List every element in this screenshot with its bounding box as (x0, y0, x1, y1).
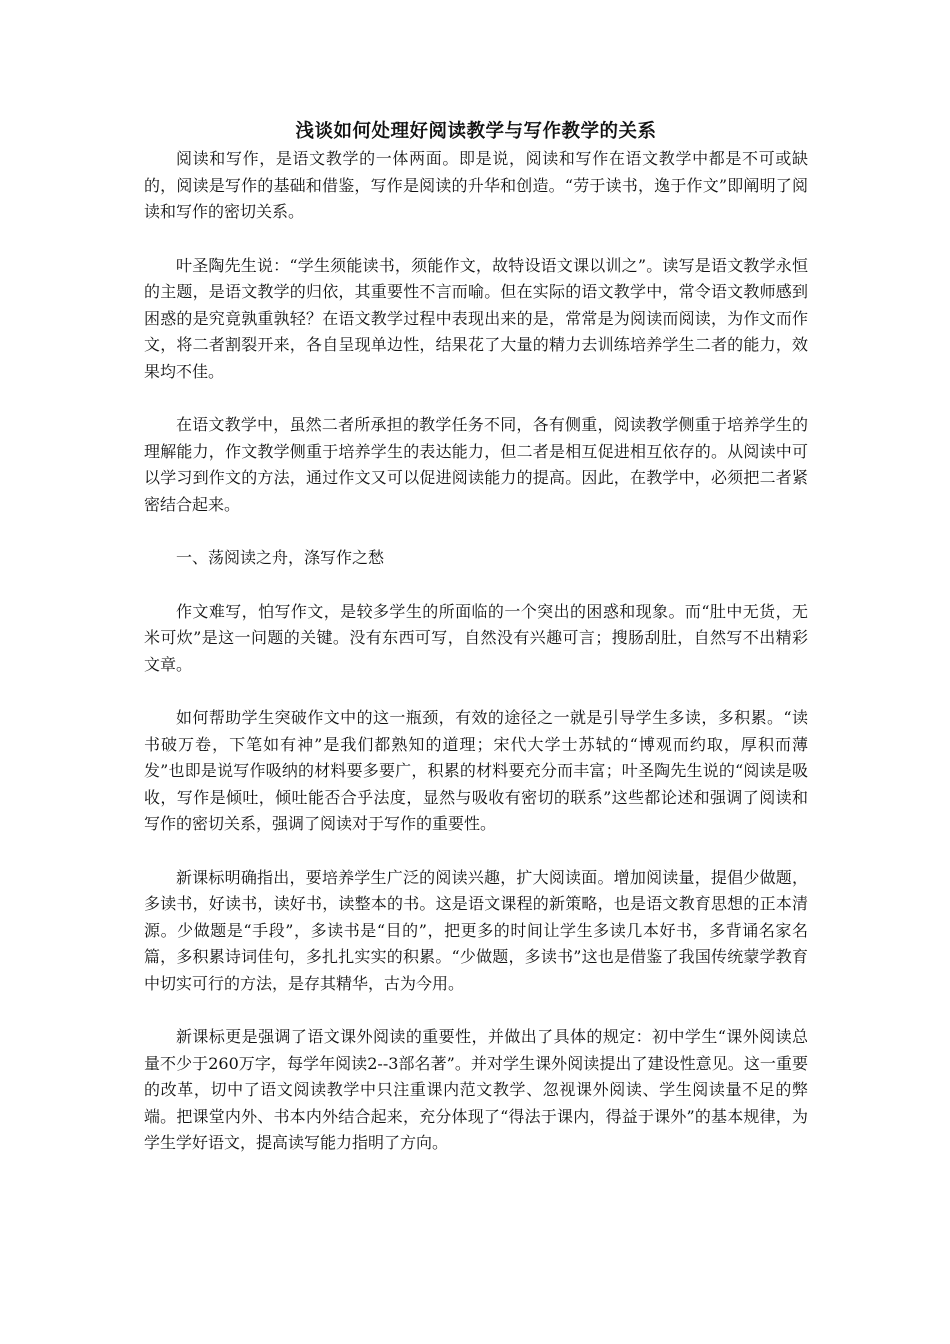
paragraph-gap (144, 997, 808, 1024)
paragraph-writing-difficulty: 作文难写，怕写作文，是较多学生的所面临的一个突出的困惑和现象。而“肚中无货，无米可炊”是这一问题的关键。没有东西可写，自然没有兴趣可言；搜肠刮肚，自然写不出精彩文章。 (144, 601, 808, 674)
paragraph-gap (144, 678, 808, 705)
paragraph-gap (144, 572, 808, 599)
paragraph-new-curriculum: 新课标明确指出，要培养学生广泛的阅读兴趣，扩大阅读面。增加阅读量，提倡少做题，多读书，好读书，读好书，读整本的书。这是语文课程的新策略，也是语文教育思想的正本清源。少做题是“手段”，多读书是“目的”，把更多的时间让学生多读几本好书，多背诵名家名篇，多积累诗词佳句，多扎扎实实的积累。“少做题，多读书”这也是借鉴了我国传统蒙学教育中切实可行的方法，是存其精华，古为今用。 (144, 867, 808, 993)
paragraph-intro: 阅读和写作，是语文教学的一体两面。即是说，阅读和写作在语文教学中都是不可或缺的，阅读是写作的基础和借鉴，写作是阅读的升华和创造。“劳于读书，逸于作文”即阐明了阅读和写作的密切关系。 (144, 149, 808, 221)
paragraph-complementary: 在语文教学中，虽然二者所承担的教学任务不同，各有侧重，阅读教学侧重于培养学生的理解能力，作文教学侧重于培养学生的表达能力，但二者是相互促进相互依存的。从阅读中可以学习到作文的方法，通过作文又可以促进阅读能力的提高。因此，在教学中，必须把二者紧密结合起来。 (144, 415, 808, 514)
section-heading-one: 一、荡阅读之舟，涤写作之愁 (176, 548, 385, 567)
paragraph-read-more: 如何帮助学生突破作文中的这一瓶颈，有效的途径之一就是引导学生多读，多积累。“读书破万卷，下笔如有神”是我们都熟知的道理；宋代大学士苏轼的“博观而约取，厚积而薄发”也即是说写作吸纳的材料要多要广，积累的材料要充分而丰富；叶圣陶先生说的“阅读是吸收，写作是倾吐，倾吐能否合乎法度，显然与吸收有密切的联系”这些都论述和强调了阅读和写作的密切关系，强调了阅读对于写作的重要性。 (144, 708, 808, 833)
paragraph-gap (144, 518, 808, 545)
document-title: 浅谈如何处理好阅读教学与写作教学的关系 (295, 121, 657, 142)
paragraph-gap (144, 385, 808, 412)
paragraph-gap (144, 838, 808, 865)
paragraph-extracurricular-reading: 新课标更是强调了语文课外阅读的重要性，并做出了具体的规定：初中学生“课外阅读总量不少于260万字，每学年阅读2--3部名著”。并对学生课外阅读提出了建设性意见。这一重要的改革，切中了语文阅读教学中只注重课内范文教学、忽视课外阅读、学生阅读量不足的弊端。把课堂内外、书本内外结合起来，充分体现了“得法于课内，得益于课外”的基本规律，为学生学好语文，提高读写能力指明了方向。 (144, 1027, 808, 1152)
paragraph-gap (144, 226, 808, 253)
paragraph-ye-shengtao: 叶圣陶先生说：“学生须能读书，须能作文，故特设语文课以训之”。读写是语文教学永恒的主题，是语文教学的归依，其重要性不言而喻。但在实际的语文教学中，常令语文教师感到困惑的是究竟孰重孰轻？在语文教学过程中表现出来的是，常常是为阅读而阅读，为作文而作文，将二者割裂开来，各自呈现单边性，结果花了大量的精力去训练培养学生二者的能力，效果均不佳。 (144, 255, 808, 381)
